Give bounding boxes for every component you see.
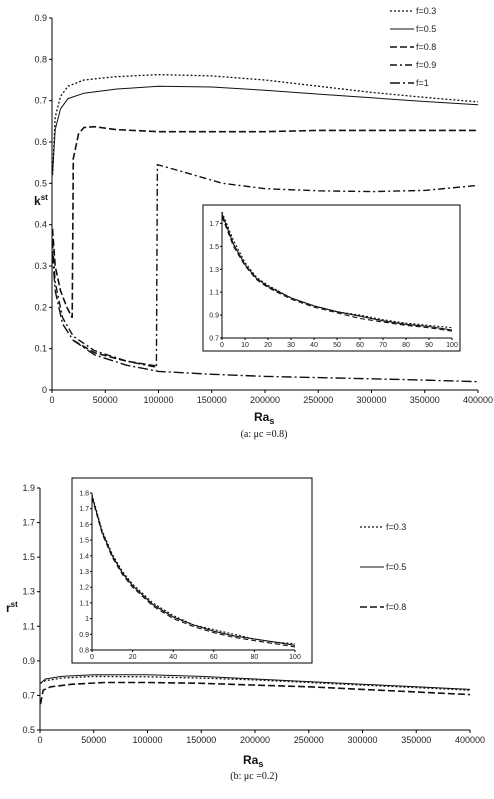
- y-tick-label: 0.8: [34, 54, 47, 65]
- inset-x-tick-label: 90: [425, 342, 433, 349]
- x-tick-label: 0: [37, 735, 43, 745]
- inset-x-tick-label: 40: [169, 654, 178, 661]
- legend-label: f=1: [416, 78, 429, 88]
- inset-y-tick-label: 0.7: [209, 335, 219, 343]
- inset-x-tick-label: 20: [264, 342, 272, 349]
- chart-b-x-ticks: [37, 730, 485, 745]
- series-line-f-0_8: [41, 683, 471, 705]
- y-tick-label: 1.1: [22, 621, 35, 632]
- legend-label: f=0.3: [386, 522, 407, 532]
- y-tick-label: 1.7: [22, 517, 35, 528]
- x-tick-label: 300000: [347, 735, 378, 745]
- chart-a-inset-frame: [203, 205, 460, 351]
- inset-x-tick-label: 100: [446, 342, 458, 349]
- inset-y-tick-label: 0.9: [209, 312, 219, 320]
- x-tick-label: 200000: [249, 395, 281, 405]
- chart-b-legend: [360, 522, 406, 612]
- inset-y-tick-label: 1.2: [79, 584, 89, 592]
- inset-x-tick-label: 30: [287, 342, 295, 349]
- y-tick-label: 1.9: [22, 483, 35, 493]
- chart-a-y-label: $k^{st}$: [34, 193, 48, 208]
- inset-x-tick-label: 0: [90, 654, 94, 661]
- inset-x-tick-label: 100: [289, 654, 301, 661]
- y-tick-label: 1.3: [22, 586, 35, 597]
- y-tick-label: 0.6: [34, 137, 47, 147]
- inset-y-tick-label: 1.1: [209, 289, 219, 297]
- x-tick-label: 150000: [186, 735, 217, 745]
- x-tick-label: 50000: [81, 735, 107, 745]
- chart-b-x-label: $Ra_s$: [243, 753, 264, 769]
- x-tick-label: 200000: [239, 735, 271, 745]
- inset-x-tick-label: 60: [356, 342, 364, 349]
- chart-a: [34, 6, 493, 440]
- inset-y-tick-label: 1.5: [79, 537, 89, 545]
- x-tick-label: 100000: [132, 735, 163, 745]
- y-tick-label: 0.2: [34, 302, 47, 313]
- y-tick-label: 0.9: [22, 655, 35, 666]
- series-line-f-0_3: [53, 75, 479, 176]
- x-tick-label: 150000: [196, 395, 227, 405]
- y-tick-label: 0.7: [22, 690, 35, 701]
- y-tick-label: 0.3: [34, 261, 47, 271]
- x-tick-label: 400000: [462, 395, 494, 405]
- inset-y-tick-label: 1.7: [79, 506, 89, 514]
- inset-y-tick-label: 1.7: [209, 220, 219, 228]
- inset-x-tick-label: 70: [379, 342, 387, 349]
- inset-y-tick-label: 1.3: [79, 569, 89, 576]
- legend-label: f=0.5: [386, 562, 407, 572]
- inset-x-tick-label: 80: [402, 342, 410, 349]
- inset-x-tick-label: 10: [241, 342, 249, 349]
- inset-y-tick-label: 0.8: [79, 647, 89, 655]
- legend-label: f=0.9: [416, 60, 437, 70]
- x-tick-label: 250000: [303, 395, 334, 405]
- inset-y-tick-label: 1.5: [209, 243, 219, 251]
- legend-label: f=0.3: [416, 6, 437, 16]
- legend-label: f=0.5: [416, 24, 437, 34]
- inset-x-tick-label: 80: [250, 654, 259, 661]
- inset-y-tick-label: 1: [85, 616, 89, 624]
- inset-x-tick-label: 0: [220, 342, 224, 349]
- series-line-f-0_3: [41, 676, 471, 690]
- y-tick-label: 0.1: [34, 343, 47, 354]
- inset-y-tick-label: 1.1: [79, 600, 89, 608]
- chart-a-x-ticks: [49, 390, 493, 405]
- x-tick-label: 0: [49, 395, 55, 405]
- x-tick-label: 50000: [92, 395, 118, 405]
- chart-a-legend: [390, 6, 436, 88]
- inset-y-tick-label: 1.3: [209, 266, 219, 274]
- x-tick-label: 250000: [293, 735, 324, 745]
- chart-b-y-ticks: [22, 483, 40, 735]
- inset-y-tick-label: 1.8: [79, 490, 89, 498]
- x-tick-label: 100000: [143, 395, 174, 405]
- y-tick-label: 0.9: [34, 13, 47, 23]
- inset-y-tick-label: 1.6: [79, 521, 89, 529]
- inset-x-tick-label: 60: [209, 654, 218, 661]
- inset-y-tick-label: 0.9: [79, 631, 89, 639]
- x-tick-label: 350000: [409, 395, 440, 405]
- y-tick-label: 0.4: [34, 219, 47, 230]
- chart-b-series: [41, 675, 471, 704]
- y-tick-label: 0.5: [22, 725, 35, 735]
- chart-b-y-label: $r^{st}$: [6, 600, 18, 615]
- legend-label: f=0.8: [416, 42, 437, 52]
- x-tick-label: 400000: [454, 735, 486, 745]
- x-tick-label: 350000: [401, 735, 432, 745]
- y-tick-label: 0: [41, 385, 47, 395]
- inset-x-tick-label: 50: [333, 342, 341, 349]
- inset-y-tick-label: 1.4: [79, 553, 89, 561]
- y-tick-label: 1.5: [22, 552, 35, 563]
- inset-x-tick-label: 20: [128, 654, 137, 661]
- chart-a-caption: (a: μc =0.8): [240, 429, 288, 440]
- y-tick-label: 0.7: [34, 95, 47, 106]
- chart-a-x-label: $Ra_s$: [254, 410, 275, 426]
- chart-b-inset-frame: [72, 478, 312, 663]
- y-tick-label: 0.5: [34, 178, 47, 189]
- chart-b: [6, 478, 485, 782]
- x-tick-label: 300000: [356, 395, 387, 405]
- chart-b-caption: (b: μc =0.2): [230, 771, 278, 782]
- legend-label: f=0.8: [386, 602, 407, 612]
- inset-x-tick-label: 40: [310, 342, 318, 349]
